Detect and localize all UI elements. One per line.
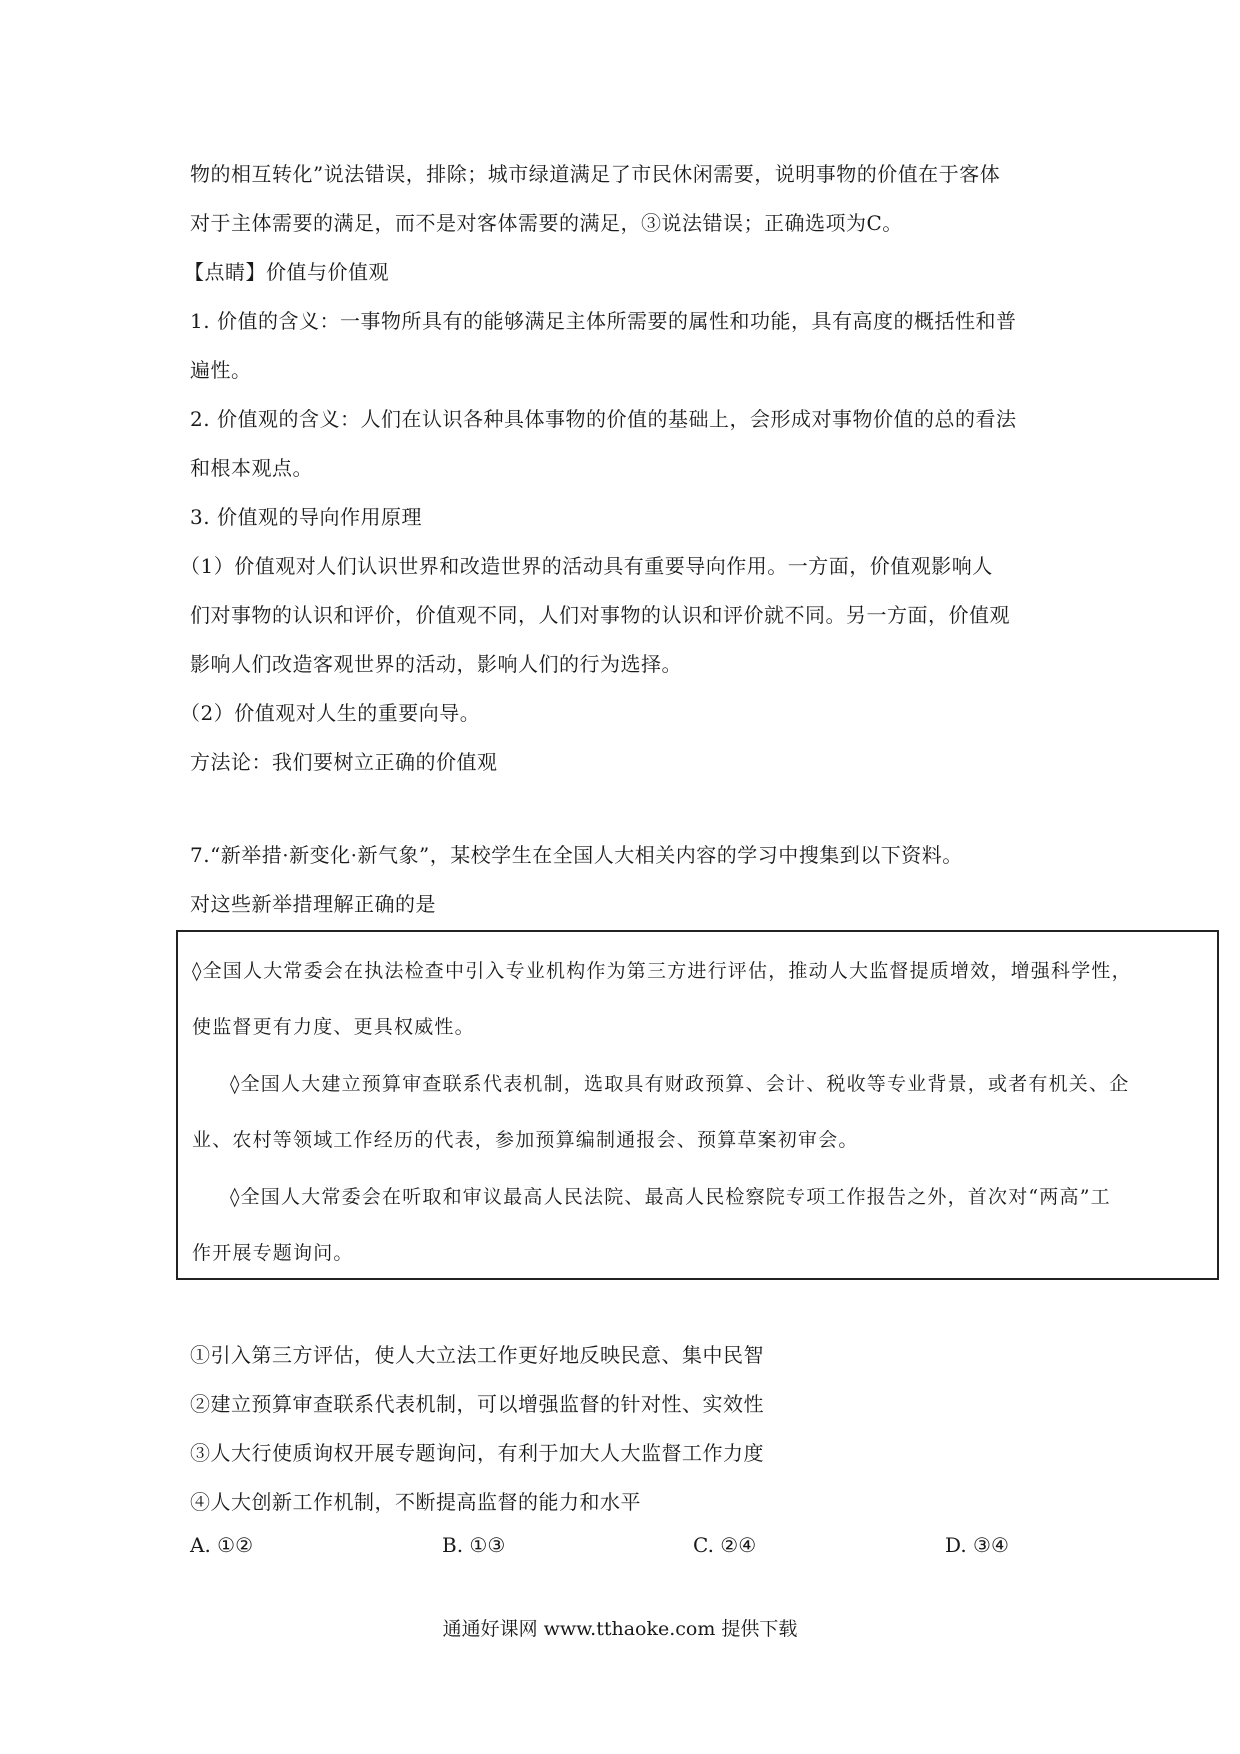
material-box [176, 930, 1219, 1280]
material-line: 业、农村等领域工作经历的代表，参加预算编制通报会、预算草案初审会。 [192, 1129, 859, 1151]
option-c[interactable]: C. ②④ [693, 1533, 757, 1557]
statement-2: ②建立预算审查联系代表机制，可以增强监督的针对性、实效性 [190, 1392, 764, 1416]
answer-options [190, 1533, 1090, 1563]
option-d[interactable]: D. ③④ [945, 1533, 1009, 1557]
material-line: 使监督更有力度、更具权威性。 [192, 1016, 475, 1038]
tip-line: 1. 价值的含义：一事物所具有的能够满足主体所需要的属性和功能，具有高度的概括性和普 [190, 309, 1017, 333]
analysis-line: 对于主体需要的满足，而不是对客体需要的满足，③说法错误；正确选项为C。 [190, 211, 903, 235]
tip-line: 3. 价值观的导向作用原理 [190, 505, 422, 529]
tip-line: 和根本观点。 [190, 456, 313, 480]
tip-heading: 【点睛】价值与价值观 [184, 260, 389, 284]
material-line: ◊全国人大建立预算审查联系代表机制，选取具有财政预算、会计、税收等专业背景，或者有机关、企 [230, 1073, 1130, 1095]
tip-line: 遍性。 [190, 358, 252, 382]
tip-line: 影响人们改造客观世界的活动，影响人们的行为选择。 [190, 652, 682, 676]
statement-3: ③人大行使质询权开展专题询问，有利于加大人大监督工作力度 [190, 1441, 764, 1465]
material-line: ◊全国人大常委会在听取和审议最高人民法院、最高人民检察院专项工作报告之外，首次对“两高”工 [230, 1186, 1111, 1208]
tip-line: 2. 价值观的含义：人们在认识各种具体事物的价值的基础上，会形成对事物价值的总的看法 [190, 407, 1017, 431]
statement-4: ④人大创新工作机制，不断提高监督的能力和水平 [190, 1490, 641, 1514]
tip-line: 方法论：我们要树立正确的价值观 [190, 750, 498, 774]
option-b[interactable]: B. ①③ [442, 1533, 506, 1557]
analysis-line: 物的相互转化”说法错误，排除；城市绿道满足了市民休闲需要，说明事物的价值在于客体 [190, 162, 1001, 186]
option-a[interactable]: A. ①② [190, 1533, 254, 1557]
page-footer: 通通好课网 www.tthaoke.com 提供下载 [442, 1618, 798, 1640]
question-stem: 7.“新举措·新变化·新气象”，某校学生在全国人大相关内容的学习中搜集到以下资料。 [190, 843, 963, 867]
tip-line: 们对事物的认识和评价，价值观不同，人们对事物的认识和评价就不同。另一方面，价值观 [190, 603, 1010, 627]
question-stem: 对这些新举措理解正确的是 [190, 892, 436, 916]
tip-line: （2）价值观对人生的重要向导。 [180, 701, 481, 725]
statement-1: ①引入第三方评估，使人大立法工作更好地反映民意、集中民智 [190, 1343, 764, 1367]
material-line: ◊全国人大常委会在执法检查中引入专业机构作为第三方进行评估，推动人大监督提质增效，增强科学性， [192, 960, 1132, 982]
tip-line: （1）价值观对人们认识世界和改造世界的活动具有重要导向作用。一方面，价值观影响人 [180, 554, 993, 578]
material-line: 作开展专题询问。 [192, 1242, 354, 1264]
